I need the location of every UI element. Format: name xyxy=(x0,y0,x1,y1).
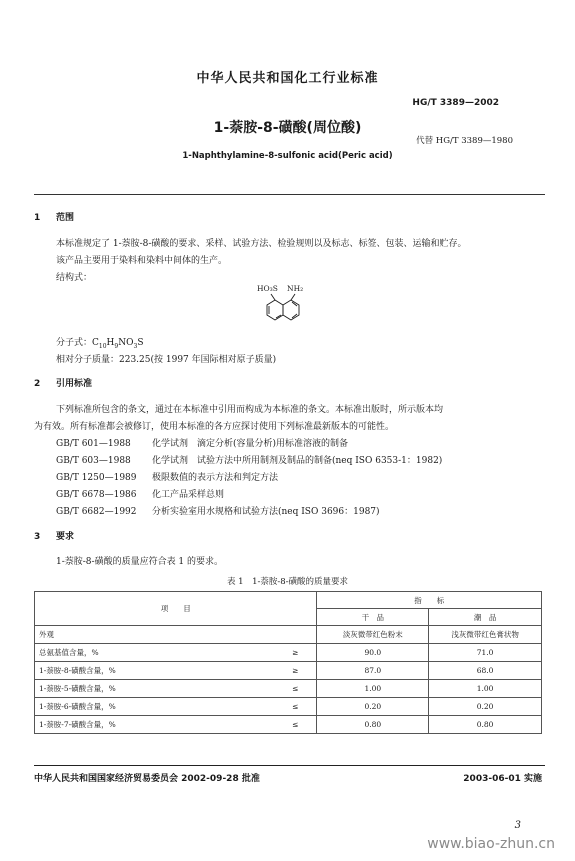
reference-code: GB/T 6678—1986 xyxy=(56,490,137,500)
document-title-english: 1-Naphthylamine-8-sulfonic acid(Peric acid) xyxy=(182,151,393,161)
table-header-row xyxy=(35,592,542,609)
reference-item xyxy=(56,487,224,500)
header-divider xyxy=(34,194,545,195)
column-header-dry: 干 品 xyxy=(317,609,429,626)
page-number: 3 xyxy=(514,820,521,831)
footer-divider xyxy=(34,765,545,766)
naphthalene-rings xyxy=(267,294,299,320)
sulfonic-group-label: HO₃S xyxy=(257,284,278,293)
table-row: 1-萘胺-7-磺酸含量，% ≤ 0.80 0.80 xyxy=(35,716,542,734)
references-intro-line-2: 为有效。所有标准都会被修订，使用本标准的各方应探讨使用下列标准最新版本的可能性。 xyxy=(34,422,395,432)
quality-requirements-table xyxy=(34,591,542,734)
approval-statement: 中华人民共和国国家经济贸易委员会 2002-09-28 批准 xyxy=(34,774,260,784)
reference-title: 化工产品采样总则 xyxy=(152,490,225,500)
website-watermark: www.biao-zhun.cn xyxy=(427,836,555,852)
amino-group-label: NH₂ xyxy=(287,284,304,293)
document-title: 1-萘胺-8-磺酸(周位酸) xyxy=(213,120,362,136)
standard-code: HG/T 3389—2002 xyxy=(412,98,499,108)
column-header-index: 指 标 xyxy=(317,592,542,609)
standard-type-heading: 中华人民共和国化工行业标准 xyxy=(196,71,379,86)
section-heading-requirements xyxy=(34,529,74,542)
reference-title: 分析实验室用水规格和试验方法(neq ISO 3696：1987) xyxy=(152,507,380,517)
column-header-wet: 潮 品 xyxy=(429,609,542,626)
table-row: 总氨基值含量，% ≥ 90.0 71.0 xyxy=(35,644,542,662)
reference-title: 极限数值的表示方法和判定方法 xyxy=(152,473,279,483)
reference-code: GB/T 6682—1992 xyxy=(56,507,137,517)
section-number: 1 xyxy=(34,213,41,223)
reference-code: GB/T 601—1988 xyxy=(56,439,131,449)
reference-item xyxy=(56,436,348,449)
reference-title: 化学试剂 滴定分析(容量分析)用标准溶液的制备 xyxy=(152,439,349,449)
reference-code: GB/T 603—1988 xyxy=(56,456,131,466)
reference-title: 化学试剂 试验方法中所用制剂及制品的制备(neq ISO 6353-1：1982) xyxy=(152,456,443,466)
reference-item xyxy=(56,470,278,483)
structure-label: 结构式： xyxy=(56,273,93,283)
section-heading-references xyxy=(34,376,92,389)
molecular-formula: 分子式：$C_{10}H_9NO_3S$ xyxy=(56,338,144,350)
section-title: 范围 xyxy=(56,213,75,223)
table-row: 1-萘胺-8-磺酸含量，% ≥ 87.0 68.0 xyxy=(35,662,542,680)
table-row: 1-萘胺-5-磺酸含量，% ≤ 1.00 1.00 xyxy=(35,680,542,698)
reference-item xyxy=(56,453,442,466)
scope-paragraph-2: 该产品主要用于染料和染料中间体的生产。 xyxy=(56,256,228,266)
requirements-paragraph: 1-萘胺-8-磺酸的质量应符合表 1 的要求。 xyxy=(56,557,224,567)
table-row: 1-萘胺-6-磺酸含量，% ≤ 0.20 0.20 xyxy=(35,698,542,716)
structural-formula xyxy=(255,282,325,332)
table-row: 外观 淡灰微带红色粉末 浅灰微带红色膏状物 xyxy=(35,626,542,644)
section-number: 2 xyxy=(34,379,41,389)
section-heading-scope xyxy=(34,210,74,223)
molecular-mass: 相对分子质量：223.25(按 1997 年国际相对原子质量) xyxy=(56,355,277,365)
reference-code: GB/T 1250—1989 xyxy=(56,473,137,483)
effective-date: 2003-06-01 实施 xyxy=(463,774,542,784)
scope-paragraph-1: 本标准规定了 1-萘胺-8-磺酸的要求、采样、试验方法、检验规则以及标志、标签、包装、运输和贮存。 xyxy=(56,239,467,249)
section-title: 引用标准 xyxy=(56,379,93,389)
replaces-note: 代替 HG/T 3389—1980 xyxy=(416,136,513,146)
table-title: 表 1 1-萘胺-8-磺酸的质量要求 xyxy=(226,577,349,587)
section-number: 3 xyxy=(34,532,41,542)
column-header-item: 项 目 xyxy=(35,592,317,626)
reference-item xyxy=(56,504,380,517)
references-intro-line-1: 下列标准所包含的条文，通过在本标准中引用而构成为本标准的条文。本标准出版时，所示版本均 xyxy=(56,405,444,415)
section-title: 要求 xyxy=(56,532,75,542)
